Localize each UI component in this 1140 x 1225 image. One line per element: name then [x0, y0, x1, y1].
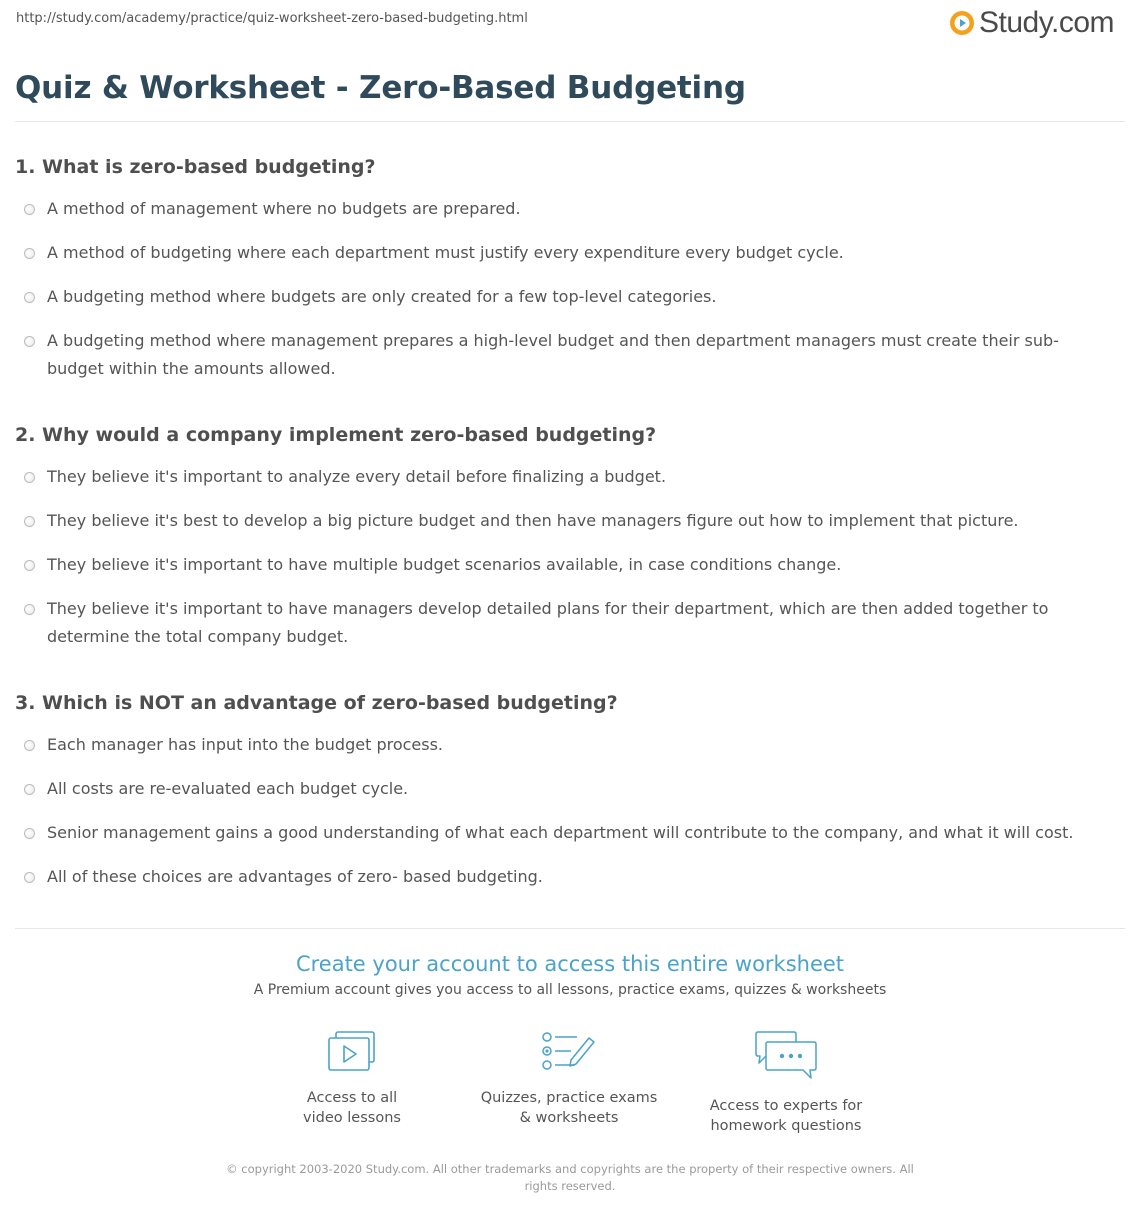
answer-option[interactable] — [15, 551, 1115, 579]
cta-title[interactable]: Create your account to access this entire worksheet — [295, 952, 845, 976]
feature-experts — [691, 1030, 881, 1136]
answer-option[interactable] — [15, 239, 1115, 267]
logo-text: Study.com — [979, 6, 1114, 39]
answer-text: A budgeting method where management prepares a high-level budget and then department managers must create their sub-budget within the amounts allowed. — [47, 331, 1059, 378]
radio-button-icon[interactable] — [24, 292, 35, 303]
feature-label-line: Access to all — [306, 1090, 398, 1106]
feature-label-line: homework questions — [710, 1118, 862, 1134]
page-title: Quiz & Worksheet - Zero-Based Budgeting — [15, 70, 746, 106]
page-url: http://study.com/academy/practice/quiz-worksheet-zero-based-budgeting.html — [16, 11, 528, 26]
study-logo[interactable] — [949, 6, 1114, 40]
answer-text: They believe it's best to develop a big picture budget and then have managers figure out how to implement that picture. — [47, 511, 1019, 530]
question-2 — [15, 424, 1115, 667]
answer-text: A method of budgeting where each department must justify every expenditure every budget cycle. — [47, 243, 844, 262]
radio-button-icon[interactable] — [24, 828, 35, 839]
answer-option[interactable] — [15, 195, 1115, 223]
cta-subtitle: A Premium account gives you access to all lessons, practice exams, quizzes & worksheets — [253, 982, 887, 998]
play-logo-icon — [949, 10, 975, 36]
radio-button-icon[interactable] — [24, 872, 35, 883]
answer-options — [15, 463, 1115, 651]
copyright-text: © copyright 2003-2020 Study.com. All other trademarks and copyrights are the property of their respective owners. All rights reserved. — [226, 1162, 914, 1193]
answer-options — [15, 195, 1115, 383]
question-3 — [15, 692, 1115, 907]
cta-divider — [15, 928, 1125, 929]
answer-option[interactable] — [15, 463, 1115, 491]
radio-button-icon[interactable] — [24, 248, 35, 259]
answer-text: Each manager has input into the budget process. — [47, 735, 444, 754]
feature-label-line: & worksheets — [519, 1110, 619, 1126]
radio-button-icon[interactable] — [24, 472, 35, 483]
answer-option[interactable] — [15, 595, 1115, 651]
answer-text: A budgeting method where budgets are only created for a few top-level categories. — [47, 287, 717, 306]
radio-button-icon[interactable] — [24, 204, 35, 215]
answer-text: Senior management gains a good understanding of what each department will contribute to the company, and what it will cost. — [47, 823, 1074, 842]
question-1 — [15, 156, 1115, 399]
feature-label-line: Access to experts for — [709, 1098, 863, 1114]
chat-bubbles-icon — [754, 1030, 818, 1082]
answer-text: They believe it's important to have multiple budget scenarios available, in case conditions change. — [47, 555, 842, 574]
answer-option[interactable] — [15, 507, 1115, 535]
answer-options — [15, 731, 1115, 891]
feature-quizzes — [474, 1030, 664, 1128]
quiz-checklist-icon — [541, 1030, 597, 1074]
question-title: 3. Which is NOT an advantage of zero-based budgeting? — [15, 692, 618, 714]
radio-button-icon[interactable] — [24, 516, 35, 527]
answer-option[interactable] — [15, 327, 1115, 383]
radio-button-icon[interactable] — [24, 784, 35, 795]
radio-button-icon[interactable] — [24, 560, 35, 571]
feature-label-line: video lessons — [303, 1110, 401, 1126]
feature-label-line: Quizzes, practice exams — [480, 1090, 658, 1106]
question-title: 1. What is zero-based budgeting? — [15, 156, 376, 178]
title-divider — [15, 121, 1125, 122]
radio-button-icon[interactable] — [24, 740, 35, 751]
question-title: 2. Why would a company implement zero-based budgeting? — [15, 424, 657, 446]
feature-video-lessons — [257, 1030, 447, 1128]
answer-option[interactable] — [15, 775, 1115, 803]
answer-option[interactable] — [15, 863, 1115, 891]
answer-option[interactable] — [15, 819, 1115, 847]
answer-option[interactable] — [15, 731, 1115, 759]
answer-text: All of these choices are advantages of zero- based budgeting. — [47, 867, 543, 886]
radio-button-icon[interactable] — [24, 336, 35, 347]
answer-text: All costs are re-evaluated each budget cycle. — [47, 779, 409, 798]
answer-text: They believe it's important to analyze every detail before finalizing a budget. — [47, 467, 667, 486]
answer-text: A method of management where no budgets are prepared. — [47, 199, 521, 218]
radio-button-icon[interactable] — [24, 604, 35, 615]
answer-text: They believe it's important to have managers develop detailed plans for their department, which are then added together to determine the total company budget. — [47, 599, 1049, 646]
video-lessons-icon — [326, 1030, 378, 1074]
answer-option[interactable] — [15, 283, 1115, 311]
